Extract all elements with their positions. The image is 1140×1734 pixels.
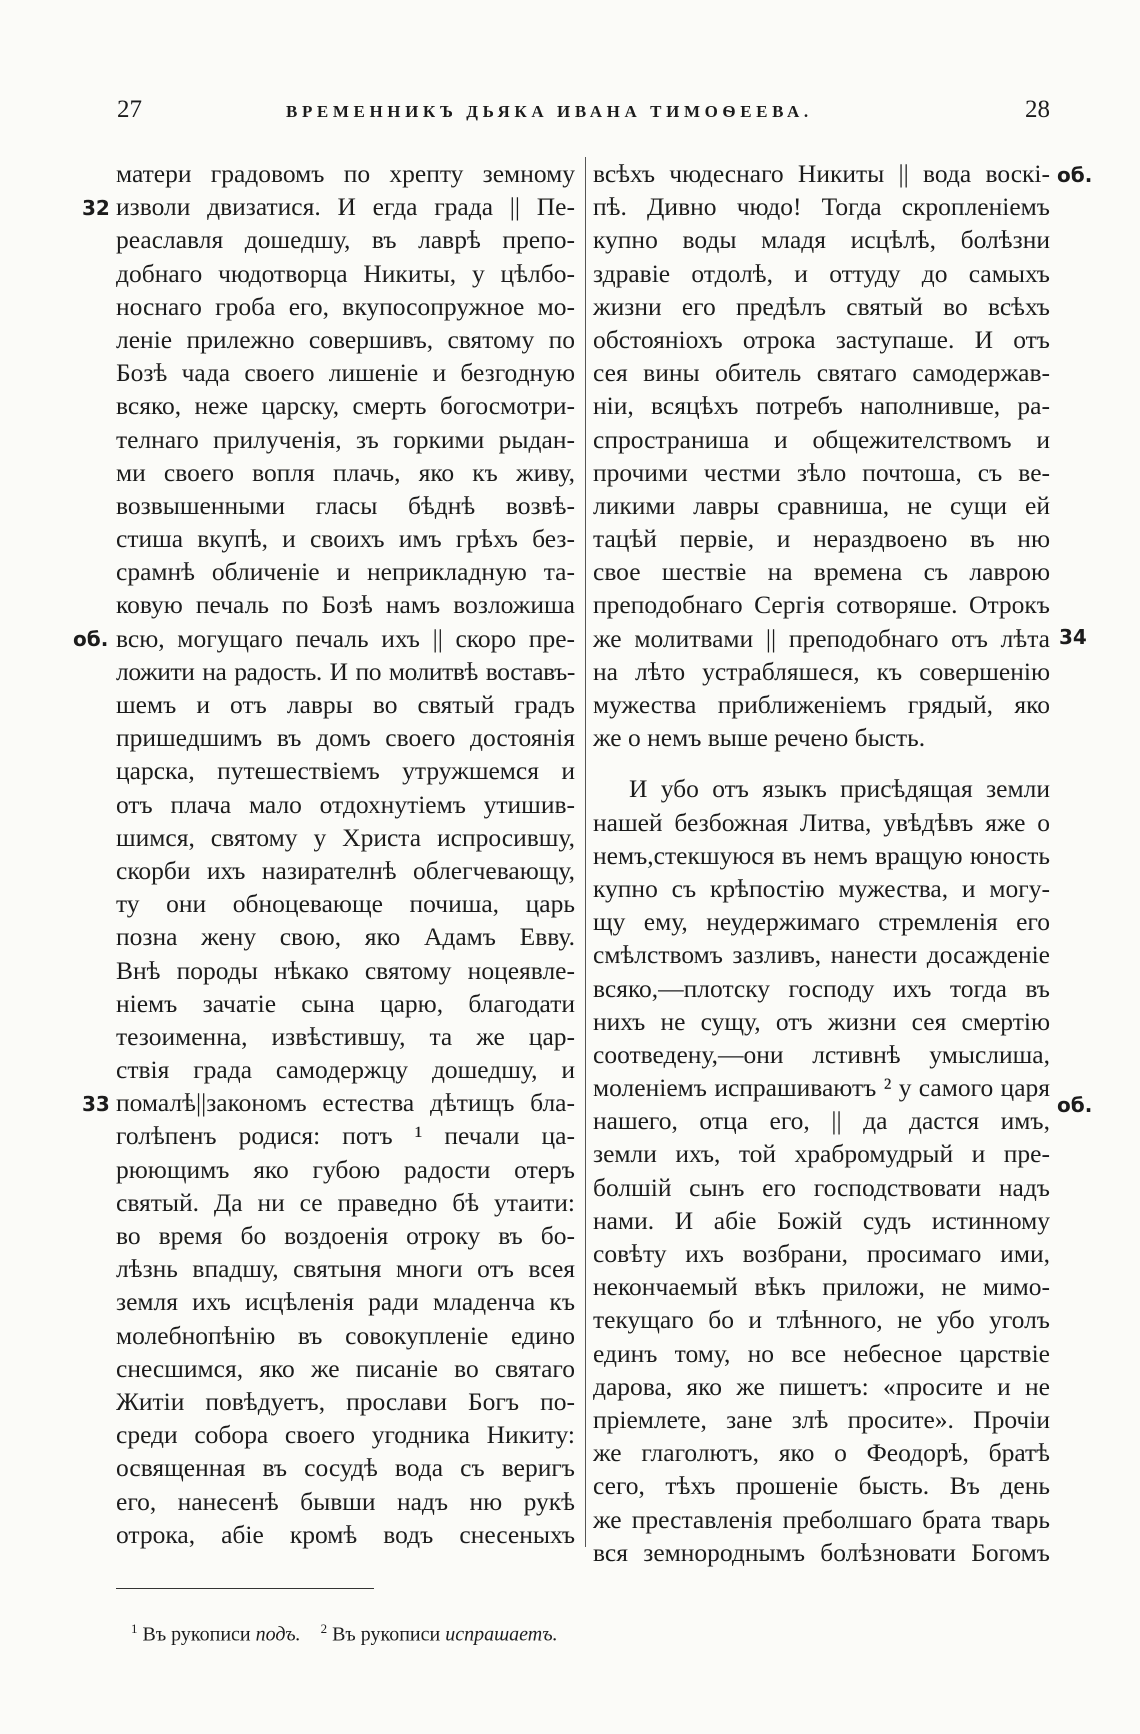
running-header bbox=[0, 96, 1140, 128]
text-line: Бозѣ чада своего лишеніе и безгодную bbox=[116, 358, 575, 388]
footnote-marker-2: 2 bbox=[320, 1621, 328, 1636]
text-line: земля ихъ исцѣленія ради младенча къ bbox=[116, 1287, 575, 1317]
text-line: текущаго бо и тлѣнного, не убо уголъ bbox=[593, 1305, 1050, 1335]
text-line: нихъ не сущу, отъ жизни сея смертію bbox=[593, 1006, 1050, 1036]
text-line: совѣту ихъ возбрани, просимаго ими, bbox=[593, 1239, 1050, 1268]
text-line: реаславля дошедшу, въ лаврѣ препо- bbox=[116, 225, 575, 255]
text-line: сея вины обитель святаго самодержав- bbox=[593, 358, 1050, 388]
text-line: носнаго гроба его, вкупосопружное мо- bbox=[116, 291, 575, 321]
text-line: возвышенными гласы бѣднѣ возвѣ- bbox=[116, 490, 575, 520]
text-line: земли ихъ, той храбромудрый и пре- bbox=[593, 1139, 1050, 1169]
text-line: вся земнороднымъ болѣзновати Богомъ bbox=[593, 1537, 1050, 1567]
text-line: щу ему, неудержимаго стремленія его bbox=[593, 907, 1050, 937]
text-line: освященная въ сосудѣ вода съ веригъ bbox=[116, 1453, 575, 1483]
text-line: тезоименна, извѣстившу, та же цар- bbox=[116, 1021, 575, 1051]
text-line: среди собора своего угодника Никиту: bbox=[116, 1420, 575, 1450]
text-line: нашего, отца его, || да дастся имъ, bbox=[593, 1106, 1050, 1136]
text-line: позна жену свою, яко Адамъ Евву. bbox=[116, 922, 575, 952]
text-line: соотведену,—они лстивнѣ умыслиша, bbox=[593, 1039, 1050, 1069]
footnote-1-text: Въ рукописи bbox=[142, 1623, 251, 1646]
text-line: ніи, всяцѣхъ потребъ наполнивше, ра- bbox=[593, 391, 1050, 421]
footnote-2-text: Въ рукописи bbox=[332, 1623, 441, 1646]
text-line: спространиша и общежителствомъ и bbox=[593, 424, 1050, 454]
text-line: срамнѣ обличеніе и неприкладную та- bbox=[116, 557, 575, 587]
margin-folio-verso-right-top: об. bbox=[1057, 163, 1093, 187]
text-line: жизни его предѣлъ святый во всѣхъ bbox=[593, 291, 1050, 321]
text-line: обстояніохъ отрока заступаше. И отъ bbox=[593, 324, 1050, 354]
running-title: ВРЕМЕННИКЪ ДЬЯКА ИВАНА ТИМОѲЕЕВА. bbox=[286, 102, 813, 121]
text-line: снесшимся, яко же писаніе во святаго bbox=[116, 1353, 575, 1383]
text-line: всѣхъ чюдеснаго Никиты || вода воскі- bbox=[593, 159, 1050, 188]
text-line: во время бо воздоенія отроку въ бо- bbox=[116, 1221, 575, 1250]
margin-folio-32: 32 bbox=[82, 196, 110, 220]
margin-folio-33: 33 bbox=[82, 1092, 110, 1116]
text-line: ствія града самодержцу дошедшу, и bbox=[116, 1055, 575, 1085]
text-line: нашей безбожная Литва, увѣдѣвъ яже о bbox=[593, 807, 1050, 837]
text-line: ложити на радость. И по молитвѣ воставъ- bbox=[116, 656, 575, 686]
text-line: единъ тому, но все небесное царствіе bbox=[593, 1338, 1050, 1368]
text-line: Житіи повѣдуетъ, прослави Богъ по- bbox=[116, 1386, 575, 1416]
text-line: сего, тѣхъ прошеніе бысть. Въ день bbox=[593, 1471, 1050, 1501]
text-line: Внѣ породы нѣкако святому ноцеявле- bbox=[116, 955, 575, 985]
text-line: болшій сынъ его господствовати надъ bbox=[593, 1172, 1050, 1202]
text-line: некончаемый вѣкъ приложи, не мимо- bbox=[593, 1272, 1050, 1302]
column-divider bbox=[585, 157, 586, 1547]
text-line: тацѣй первіе, и нераздвоено въ ню bbox=[593, 524, 1050, 554]
margin-folio-verso-right-bottom: об. bbox=[1057, 1093, 1093, 1117]
text-line: нами. И абіе Божій судъ истинному bbox=[593, 1205, 1050, 1235]
text-line: матери градовомъ по хрепту земному bbox=[116, 159, 575, 188]
text-line: пріемлете, зане злѣ просите». Прочіи bbox=[593, 1404, 1050, 1434]
text-line: здравіе отдолѣ, и оттуду до самыхъ bbox=[593, 258, 1050, 288]
text-line: дарова, яко же пишетъ: «просите и не bbox=[593, 1371, 1050, 1401]
footnote-2-word: испрашаетъ. bbox=[445, 1623, 558, 1646]
margin-folio-34: 34 bbox=[1059, 625, 1087, 649]
text-line: всяко, неже царску, смерть богосмотри- bbox=[116, 391, 575, 421]
text-line: ликими лавры сравниша, не сущи ей bbox=[593, 490, 1050, 520]
text-line: помалѣ||закономъ естества дѣтищъ бла- bbox=[116, 1088, 575, 1118]
text-line: рюющимъ яко губою радости отеръ bbox=[116, 1154, 575, 1184]
text-line: молебнопѣнію въ совокупленіе едино bbox=[116, 1320, 575, 1350]
text-line: мужества приближеніемъ грядый, яко bbox=[593, 690, 1050, 719]
text-line: свое шествіе на времена съ лаврою bbox=[593, 557, 1050, 587]
text-line: моленіемъ испрашиваютъ ² у самого царя bbox=[593, 1073, 1050, 1103]
paragraph-start-line: И убо отъ языкъ присѣдящая земли bbox=[629, 774, 1050, 804]
text-line: телнаго прилученія, зъ горкими рыдан- bbox=[116, 424, 575, 454]
text-line: изволи двизатися. И егда града || Пе- bbox=[116, 192, 575, 222]
text-line: купно съ крѣпостію мужества, и могу- bbox=[593, 873, 1050, 903]
text-line: немъ,стекшуюся въ немъ вращую юность bbox=[593, 840, 1050, 870]
paragraph-gap bbox=[593, 754, 1050, 772]
footnotes bbox=[131, 1621, 558, 1647]
text-line: прочими честми зѣло почтоша, съ ве- bbox=[593, 457, 1050, 487]
text-line: же молитвами || преподобнаго отъ лѣта bbox=[593, 623, 1050, 653]
text-line: ковую печаль по Бозѣ намъ возложиша bbox=[116, 590, 575, 620]
text-line: святый. Да ни се праведно бѣ утаити: bbox=[116, 1187, 575, 1217]
text-line: лѣзнь впадшу, святыня многи отъ всея bbox=[116, 1254, 575, 1284]
text-line: царска, путешествіемъ утружшемся и bbox=[116, 756, 575, 786]
text-line: на лѣто устрабляшеся, къ совершенію bbox=[593, 656, 1050, 686]
text-line: шимся, святому у Христа испросившу, bbox=[116, 822, 575, 852]
text-line: всю, могущаго печаль ихъ || скоро пре- bbox=[116, 623, 575, 653]
text-line: отрока, абіе кромѣ водъ снесеныхъ bbox=[116, 1519, 575, 1549]
text-line: добнаго чюдотворца Никиты, у цѣлбо- bbox=[116, 258, 575, 288]
page-number-left: 27 bbox=[117, 96, 142, 123]
text-line: скорби ихъ назирателнѣ облегчевающу, bbox=[116, 855, 575, 885]
footnote-rule bbox=[116, 1588, 374, 1589]
text-line: ніемъ зачатіе сына царю, благодати bbox=[116, 988, 575, 1018]
text-line: его, нанесенѣ бывши надъ ню рукѣ bbox=[116, 1486, 575, 1516]
text-line: смѣлствомъ зазливъ, нанести досажденіе bbox=[593, 940, 1050, 970]
page-number-right: 28 bbox=[1025, 96, 1050, 123]
text-line: пѣ. Дивно чюдо! Тогда скропленіемъ bbox=[593, 192, 1050, 222]
text-line: голѣпенъ родися: потъ ¹ печали ца- bbox=[116, 1121, 575, 1151]
text-line: ми своего вопля плачь, яко къ живу, bbox=[116, 457, 575, 487]
paragraph-end-line: же о немъ выше речено бысть. bbox=[593, 723, 926, 753]
text-line: купно воды младя исцѣлѣ, болѣзни bbox=[593, 225, 1050, 255]
margin-folio-verso-left: об. bbox=[73, 627, 109, 651]
text-line: шемъ и отъ лавры во святый градъ bbox=[116, 690, 575, 719]
footnote-marker-1: 1 bbox=[131, 1621, 138, 1636]
text-line: же преставленія преболшаго брата тварь bbox=[593, 1504, 1050, 1534]
text-line: пришедшимъ въ домъ своего достоянія bbox=[116, 723, 575, 753]
left-text-column bbox=[116, 157, 575, 1551]
right-text-column bbox=[593, 157, 1050, 1569]
text-line: же глаголютъ, яко о Феодорѣ, братѣ bbox=[593, 1438, 1050, 1468]
text-line: леніе прилежно совершивъ, святому по bbox=[116, 324, 575, 354]
text-line: всяко,—плотску господу ихъ тогда въ bbox=[593, 973, 1050, 1003]
footnote-1-word: подъ. bbox=[255, 1623, 301, 1646]
text-line: ту они обноцевающе почиша, царь bbox=[116, 889, 575, 919]
text-line: стиша вкупѣ, и своихъ имъ грѣхъ без- bbox=[116, 524, 575, 554]
text-line: отъ плача мало отдохнутіемъ утишив- bbox=[116, 789, 575, 819]
text-line: преподобнаго Сергія сотворяше. Отрокъ bbox=[593, 590, 1050, 620]
